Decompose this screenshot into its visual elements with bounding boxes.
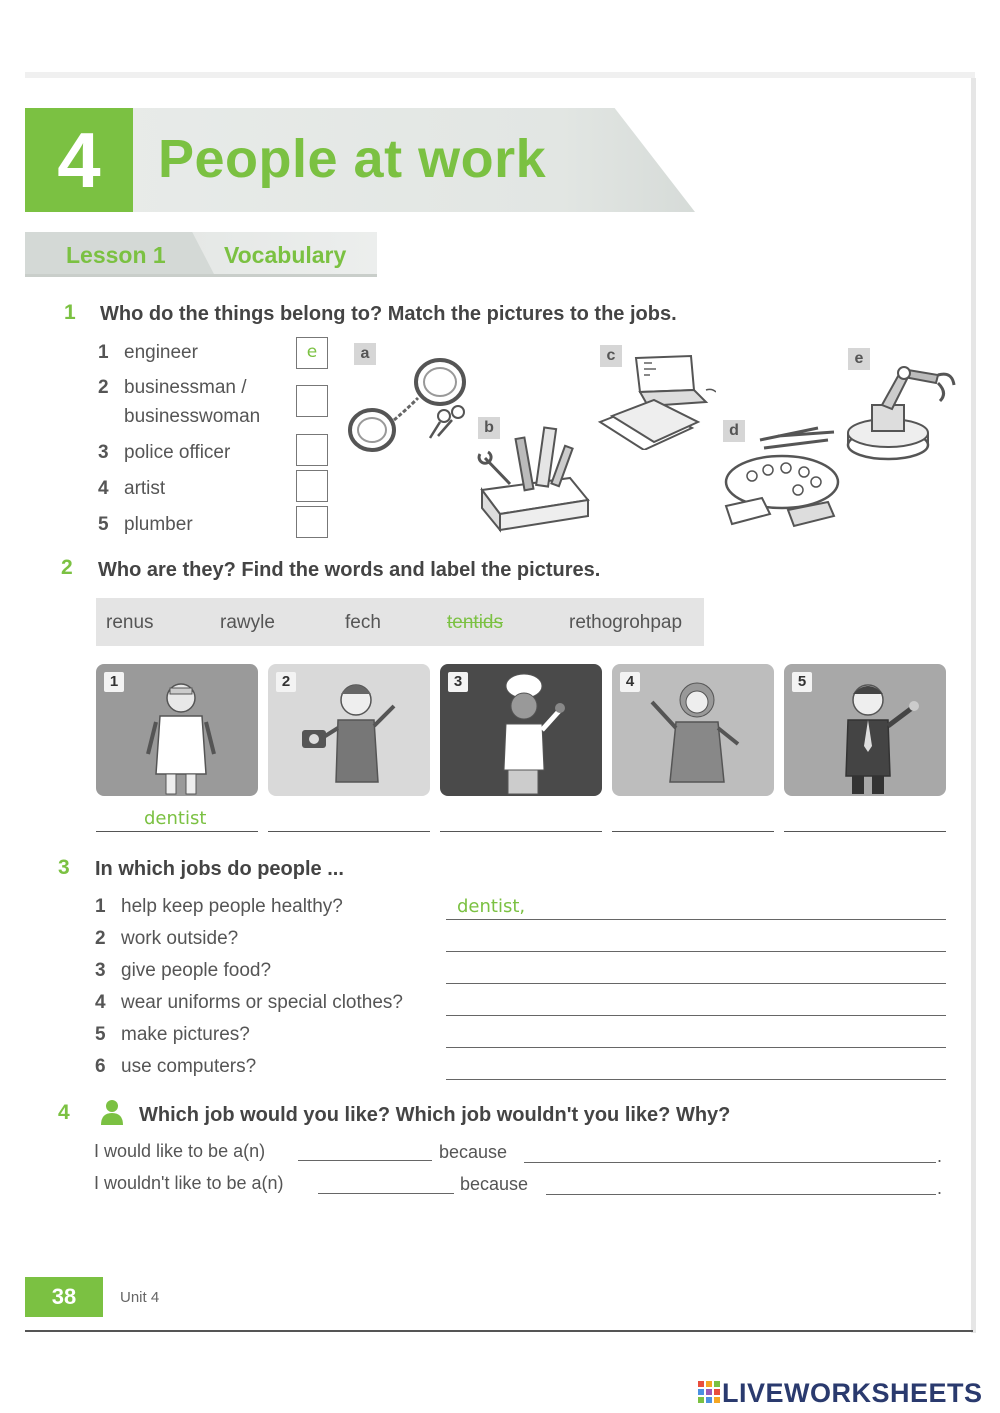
- ex3-answer-line-5[interactable]: [446, 1047, 946, 1048]
- card-number-1: 1: [104, 672, 124, 692]
- ex1-item-5: 5 plumber: [98, 514, 193, 535]
- dentist-figure-icon: [146, 674, 216, 796]
- ex3-answer-line-1[interactable]: [446, 919, 946, 920]
- ex2-answer-1: dentist: [144, 808, 207, 829]
- picture-card-1: [96, 664, 258, 796]
- ex1-answer-box-2[interactable]: [296, 385, 328, 417]
- liveworksheets-logo-icon: [698, 1381, 720, 1405]
- ex1-item-2: 2 businessman /: [98, 377, 247, 398]
- photographer-figure-icon: [298, 672, 408, 796]
- ex4-line2-because: because: [460, 1174, 529, 1194]
- exercise-4-instruction: Which job would you like? Which job wouldn't you like? Why?: [139, 1104, 731, 1126]
- exercise-3-number: 3: [58, 856, 70, 879]
- unit-number-box: 4: [25, 108, 133, 212]
- chef-figure-icon: [480, 670, 570, 796]
- nurse-figure-icon: [642, 672, 752, 796]
- handcuffs-keys-icon: [340, 340, 480, 465]
- picture-label-e: e: [848, 348, 870, 370]
- ex3-question-1: 1 help keep people healthy?: [95, 896, 343, 917]
- ex2-answer-line-2[interactable]: [268, 831, 430, 832]
- picture-card-4: [612, 664, 774, 796]
- robotic-arm-icon: [842, 345, 962, 465]
- ex4-job-dislike-line[interactable]: [318, 1193, 454, 1194]
- lesson-underline: [25, 274, 377, 277]
- picture-card-5: [784, 664, 946, 796]
- exercise-2-number: 2: [61, 556, 73, 579]
- ex2-answer-line-3[interactable]: [440, 831, 602, 832]
- ex4-line1-period: .: [937, 1146, 943, 1166]
- ex3-question-2: 2 work outside?: [95, 928, 239, 949]
- ex1-answer-box-5[interactable]: [296, 506, 328, 538]
- lesson-topic: Vocabulary: [224, 242, 347, 268]
- ex2-answer-line-4[interactable]: [612, 831, 774, 832]
- ex1-item-4: 4 artist: [98, 478, 166, 499]
- ex3-question-3: 3 give people food?: [95, 960, 272, 981]
- ex4-reason-like-line[interactable]: [524, 1162, 936, 1163]
- ex1-item-1: 1 engineer: [98, 342, 198, 363]
- picture-card-2: [268, 664, 430, 796]
- picture-label-d: d: [723, 420, 745, 442]
- picture-label-b: b: [478, 417, 500, 439]
- ex4-line1-because: because: [439, 1142, 508, 1162]
- card-number-2: 2: [276, 672, 296, 692]
- lawyer-figure-icon: [820, 672, 930, 796]
- word-bank-word-4: tentids: [447, 612, 503, 633]
- person-icon: [98, 1098, 126, 1126]
- picture-card-3: [440, 664, 602, 796]
- footer-unit-label: Unit 4: [120, 1289, 160, 1306]
- exercise-2-instruction: Who are they? Find the words and label the pictures.: [98, 559, 601, 581]
- ex4-reason-dislike-line[interactable]: [546, 1194, 936, 1195]
- word-bank-word-2: rawyle: [220, 612, 275, 633]
- unit-title: People at work: [158, 129, 547, 189]
- word-bank-word-5: rethogrohpap: [569, 612, 683, 633]
- ex4-line2-start: I wouldn't like to be a(n): [94, 1173, 284, 1193]
- card-number-3: 3: [448, 672, 468, 692]
- page-shadow: [971, 78, 976, 1333]
- exercise-4-number: 4: [58, 1101, 70, 1124]
- ex1-answer-box-1[interactable]: e: [296, 337, 328, 369]
- ex3-answer-line-2[interactable]: [446, 951, 946, 952]
- ex2-answer-line-5[interactable]: [784, 831, 946, 832]
- card-number-5: 5: [792, 672, 812, 692]
- ex2-answer-line-1[interactable]: [96, 831, 258, 832]
- ex1-answer-box-4[interactable]: [296, 470, 328, 502]
- word-bank-word-3: fech: [345, 612, 381, 633]
- bottom-rule: [25, 1330, 973, 1332]
- ex4-job-like-line[interactable]: [298, 1160, 432, 1161]
- toolbox-icon: [470, 418, 595, 533]
- paint-palette-brushes-icon: [718, 420, 843, 532]
- ex4-line1-start: I would like to be a(n): [94, 1141, 266, 1161]
- ex1-item-3: 3 police officer: [98, 442, 231, 463]
- ex4-line2-period: .: [937, 1178, 943, 1198]
- ex3-answer-1: dentist,: [457, 896, 526, 917]
- ex3-question-6: 6 use computers?: [95, 1056, 257, 1077]
- page-number: 38: [25, 1277, 103, 1317]
- exercise-1-number: 1: [64, 301, 76, 324]
- liveworksheets-brand[interactable]: LIVEWORKSHEETS: [722, 1378, 983, 1408]
- picture-label-c: c: [600, 345, 622, 367]
- card-number-4: 4: [620, 672, 640, 692]
- lesson-label: Lesson 1: [66, 242, 166, 268]
- picture-label-a: a: [354, 343, 376, 365]
- word-bank-word-1: renus: [106, 612, 154, 633]
- ex3-answer-line-3[interactable]: [446, 983, 946, 984]
- ex3-question-5: 5 make pictures?: [95, 1024, 250, 1045]
- ex3-question-4: 4 wear uniforms or special clothes?: [95, 992, 403, 1013]
- laptop-papers-icon: [596, 350, 716, 450]
- ex3-answer-line-4[interactable]: [446, 1015, 946, 1016]
- ex1-answer-box-3[interactable]: [296, 434, 328, 466]
- ex1-item-2-line2: businesswoman: [124, 406, 261, 427]
- exercise-1-instruction: Who do the things belong to? Match the pictures to the jobs.: [100, 303, 677, 325]
- exercise-3-instruction: In which jobs do people ...: [95, 858, 344, 880]
- ex3-answer-line-6[interactable]: [446, 1079, 946, 1080]
